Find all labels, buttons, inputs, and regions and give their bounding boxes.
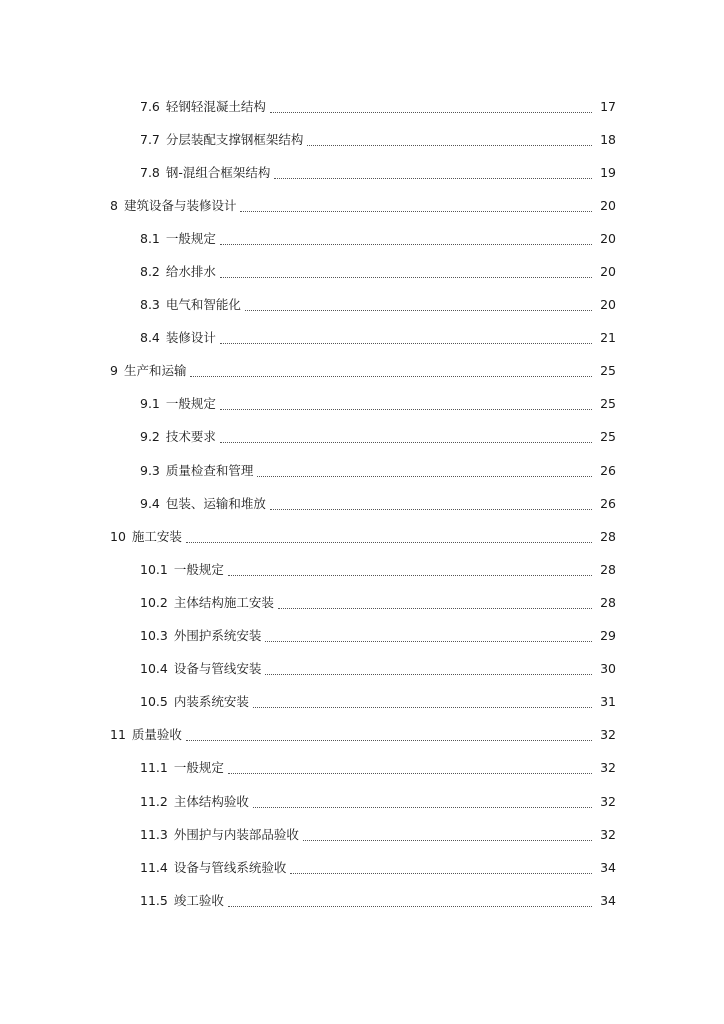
toc-entry-page-number: 30 [592,661,616,677]
toc-entry-page-number: 20 [592,198,616,214]
toc-entry-title: 质量验收 [131,727,182,743]
toc-leader-dots [220,242,594,245]
toc-entry-page-number: 28 [592,529,616,545]
toc-leader-dots [265,672,594,675]
toc-entry-label [140,496,268,512]
toc-entry-title: 外围护与内装部品验收 [173,826,299,842]
toc-entry-label [140,463,255,479]
toc-leader-dots [253,805,594,808]
toc-entry-page-number: 34 [592,860,616,876]
toc-entry[interactable] [0,487,724,520]
toc-entry-label [140,794,251,810]
toc-entry[interactable] [0,520,724,553]
toc-leader-dots [228,771,594,774]
toc-entry[interactable] [0,289,724,322]
toc-entry[interactable] [0,752,724,785]
toc-entry[interactable] [0,255,724,288]
toc-entry-label [140,297,243,313]
toc-entry-label [140,827,301,843]
toc-entry-page-number: 26 [592,463,616,479]
toc-entry[interactable] [0,189,724,222]
toc-entry-page-number: 31 [592,694,616,710]
toc-entry-label [140,628,263,644]
toc-leader-dots [270,110,594,113]
toc-entry-page-number: 29 [592,628,616,644]
toc-entry-number: 8 [110,197,118,213]
toc-leader-dots [186,738,594,741]
toc-leader-dots [290,871,594,874]
toc-entry-label [140,132,305,148]
toc-entry-title: 技术要求 [165,429,216,445]
toc-entry[interactable] [0,322,724,355]
toc-entry-page-number: 32 [592,794,616,810]
toc-entry[interactable] [0,586,724,619]
toc-entry[interactable] [0,653,724,686]
toc-entry-number: 11.1 [140,760,168,776]
toc-entry-page-number: 18 [592,132,616,148]
toc-entry-number: 9.2 [140,429,160,445]
toc-entry-number: 10.2 [140,594,168,610]
toc-entry-title: 设备与管线系统验收 [173,859,287,875]
toc-entry-number: 9.4 [140,495,160,511]
toc-entry-number: 11.2 [140,793,168,809]
toc-leader-dots [190,374,594,377]
toc-entry-title: 电气和智能化 [165,297,241,313]
toc-entry-label [140,330,218,346]
toc-leader-dots [265,639,594,642]
toc-entry-title: 内装系统安装 [173,694,249,710]
toc-entry-title: 轻钢轻混凝土结构 [165,98,266,114]
toc-entry-title: 主体结构验收 [173,793,249,809]
toc-leader-dots [274,176,594,179]
toc-entry[interactable] [0,884,724,917]
toc-entry-number: 10 [110,528,126,544]
toc-entry-title: 一般规定 [165,396,216,412]
toc-entry-page-number: 34 [592,893,616,909]
toc-leader-dots [278,606,594,609]
toc-entry[interactable] [0,553,724,586]
toc-entry-label [140,99,268,115]
toc-entry-title: 设备与管线安装 [173,661,262,677]
toc-entry-page-number: 28 [592,562,616,578]
toc-entry[interactable] [0,355,724,388]
toc-entry-title: 施工安装 [131,528,182,544]
toc-leader-dots [253,705,594,708]
toc-entry-page-number: 28 [592,595,616,611]
toc-entry[interactable] [0,90,724,123]
toc-entry-number: 8.4 [140,330,160,346]
toc-entry-label [140,595,276,611]
toc-entry-number: 10.1 [140,561,168,577]
toc-entry-title: 外围护系统安装 [173,628,262,644]
toc-entry[interactable] [0,719,724,752]
toc-leader-dots [303,838,594,841]
toc-entry-page-number: 21 [592,330,616,346]
toc-entry-label [140,893,226,909]
toc-entry[interactable] [0,222,724,255]
toc-entry-title: 包装、运输和堆放 [165,495,266,511]
toc-entry-number: 7.6 [140,98,160,114]
toc-entry[interactable] [0,851,724,884]
toc-entry-page-number: 32 [592,760,616,776]
toc-entry-number: 9.1 [140,396,160,412]
toc-entry[interactable] [0,123,724,156]
toc-entry-number: 7.7 [140,131,160,147]
toc-entry-number: 10.3 [140,628,168,644]
toc-entry-number: 11 [110,727,126,743]
toc-entry-page-number: 20 [592,297,616,313]
toc-entry-title: 装修设计 [165,330,216,346]
toc-entry-number: 9.3 [140,462,160,478]
toc-entry-title: 钢-混组合框架结构 [165,164,271,180]
toc-entry-label [140,429,218,445]
toc-entry-page-number: 32 [592,827,616,843]
toc-leader-dots [220,275,594,278]
toc-entry[interactable] [0,818,724,851]
toc-leader-dots [186,540,594,543]
toc-leader-dots [307,143,594,146]
toc-entry-number: 11.3 [140,826,168,842]
toc-leader-dots [228,904,594,907]
toc-entry-number: 8.3 [140,297,160,313]
toc-entry-title: 建筑设备与装修设计 [123,197,237,213]
toc-entry-label [140,231,218,247]
toc-entry-page-number: 25 [592,363,616,379]
toc-entry-label [140,661,263,677]
toc-entry-label [110,727,184,743]
toc-entry-title: 主体结构施工安装 [173,594,274,610]
toc-entry[interactable] [0,156,724,189]
toc-leader-dots [220,341,594,344]
toc-entry-label [110,198,238,214]
toc-entry-page-number: 32 [592,727,616,743]
toc-leader-dots [245,308,594,311]
toc-entry-label [140,264,218,280]
toc-entry-title: 一般规定 [173,561,224,577]
toc-entry[interactable] [0,686,724,719]
toc-entry-number: 9 [110,363,118,379]
toc-entry-label [140,165,272,181]
toc-entry-label [110,529,184,545]
toc-entry-number: 8.2 [140,264,160,280]
toc-entry-page-number: 20 [592,231,616,247]
toc-entry[interactable] [0,388,724,421]
toc-entry-page-number: 20 [592,264,616,280]
toc-entry-page-number: 19 [592,165,616,181]
toc-entry-title: 给水排水 [165,264,216,280]
toc-leader-dots [228,573,594,576]
toc-entry-label [140,562,226,578]
toc-entry-number: 11.4 [140,859,168,875]
toc-entry-number: 8.1 [140,230,160,246]
toc-leader-dots [220,407,594,410]
toc-entry-label [140,694,251,710]
toc-entry-number: 11.5 [140,892,168,908]
toc-entry-page-number: 25 [592,429,616,445]
toc-entry[interactable] [0,620,724,653]
toc-entry[interactable] [0,785,724,818]
toc-entry-page-number: 26 [592,496,616,512]
toc-leader-dots [257,474,594,477]
toc-entry-label [140,860,288,876]
toc-entry-label [140,760,226,776]
toc-entry-label [140,396,218,412]
toc-entry[interactable] [0,421,724,454]
toc-leader-dots [240,209,594,212]
toc-entry-title: 一般规定 [165,230,216,246]
toc-entry-title: 竣工验收 [173,892,224,908]
toc-entry-title: 生产和运输 [123,363,187,379]
toc-leader-dots [220,440,594,443]
toc-entry-page-number: 17 [592,99,616,115]
toc-entry-title: 质量检查和管理 [165,462,254,478]
toc-entry-number: 10.5 [140,694,168,710]
toc-entry-page-number: 25 [592,396,616,412]
toc-entry-title: 一般规定 [173,760,224,776]
toc-entry-title: 分层装配支撑钢框架结构 [165,131,304,147]
toc-entry-number: 7.8 [140,164,160,180]
table-of-contents [0,90,724,917]
toc-leader-dots [270,507,594,510]
toc-entry[interactable] [0,454,724,487]
toc-entry-number: 10.4 [140,661,168,677]
toc-entry-label [110,363,188,379]
